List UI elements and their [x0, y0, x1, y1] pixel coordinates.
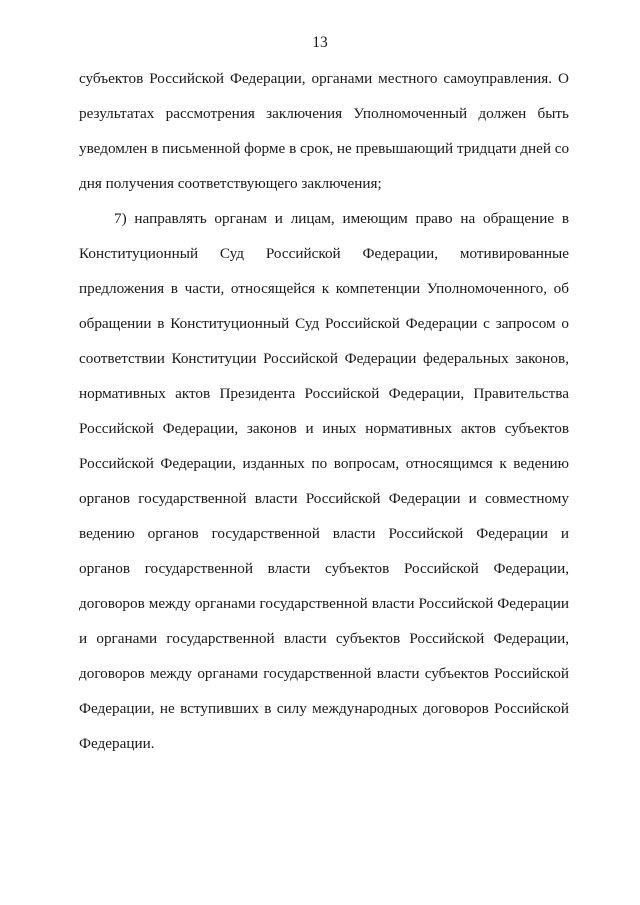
text-line: органов государственной власти субъектов Российской Федерации,: [79, 560, 569, 577]
text-line: Федерации.: [79, 735, 155, 752]
text-line: дня получения соответствующего заключения;: [79, 175, 382, 192]
text-line: субъектов Российской Федерации, органами местного самоуправления. О: [79, 70, 569, 87]
text-line: результатах рассмотрения заключения Уполномоченный должен быть: [79, 105, 569, 122]
text-line: Российской Федерации, законов и иных нормативных актов субъектов: [79, 420, 569, 437]
text-line: договоров между органами государственной власти Российской Федерации: [79, 595, 569, 612]
text-line: Конституционный Суд Российской Федерации, мотивированные: [79, 245, 569, 262]
text-line: ведению органов государственной власти Российской Федерации и: [79, 525, 569, 542]
page-number: 13: [312, 34, 328, 51]
text-line: Российской Федерации, изданных по вопросам, относящимся к ведению: [79, 455, 569, 472]
text-line: договоров между органами государственной власти субъектов Российской: [79, 665, 569, 682]
text-line: органов государственной власти Российской Федерации и совместному: [79, 490, 569, 507]
text-line: Федерации, не вступивших в силу международных договоров Российской: [79, 700, 569, 717]
text-line: обращении в Конституционный Суд Российской Федерации с запросом о: [79, 315, 569, 332]
text-line: и органами государственной власти субъектов Российской Федерации,: [79, 630, 569, 647]
text-line: соответствии Конституции Российской Федерации федеральных законов,: [79, 350, 569, 367]
text-line: нормативных актов Президента Российской Федерации, Правительства: [79, 385, 569, 402]
text-line: предложения в части, относящейся к компетенции Уполномоченного, об: [79, 280, 569, 297]
text-line: 7) направлять органам и лицам, имеющим право на обращение в: [114, 210, 569, 227]
text-line: уведомлен в письменной форме в срок, не превышающий тридцати дней со: [79, 140, 569, 157]
